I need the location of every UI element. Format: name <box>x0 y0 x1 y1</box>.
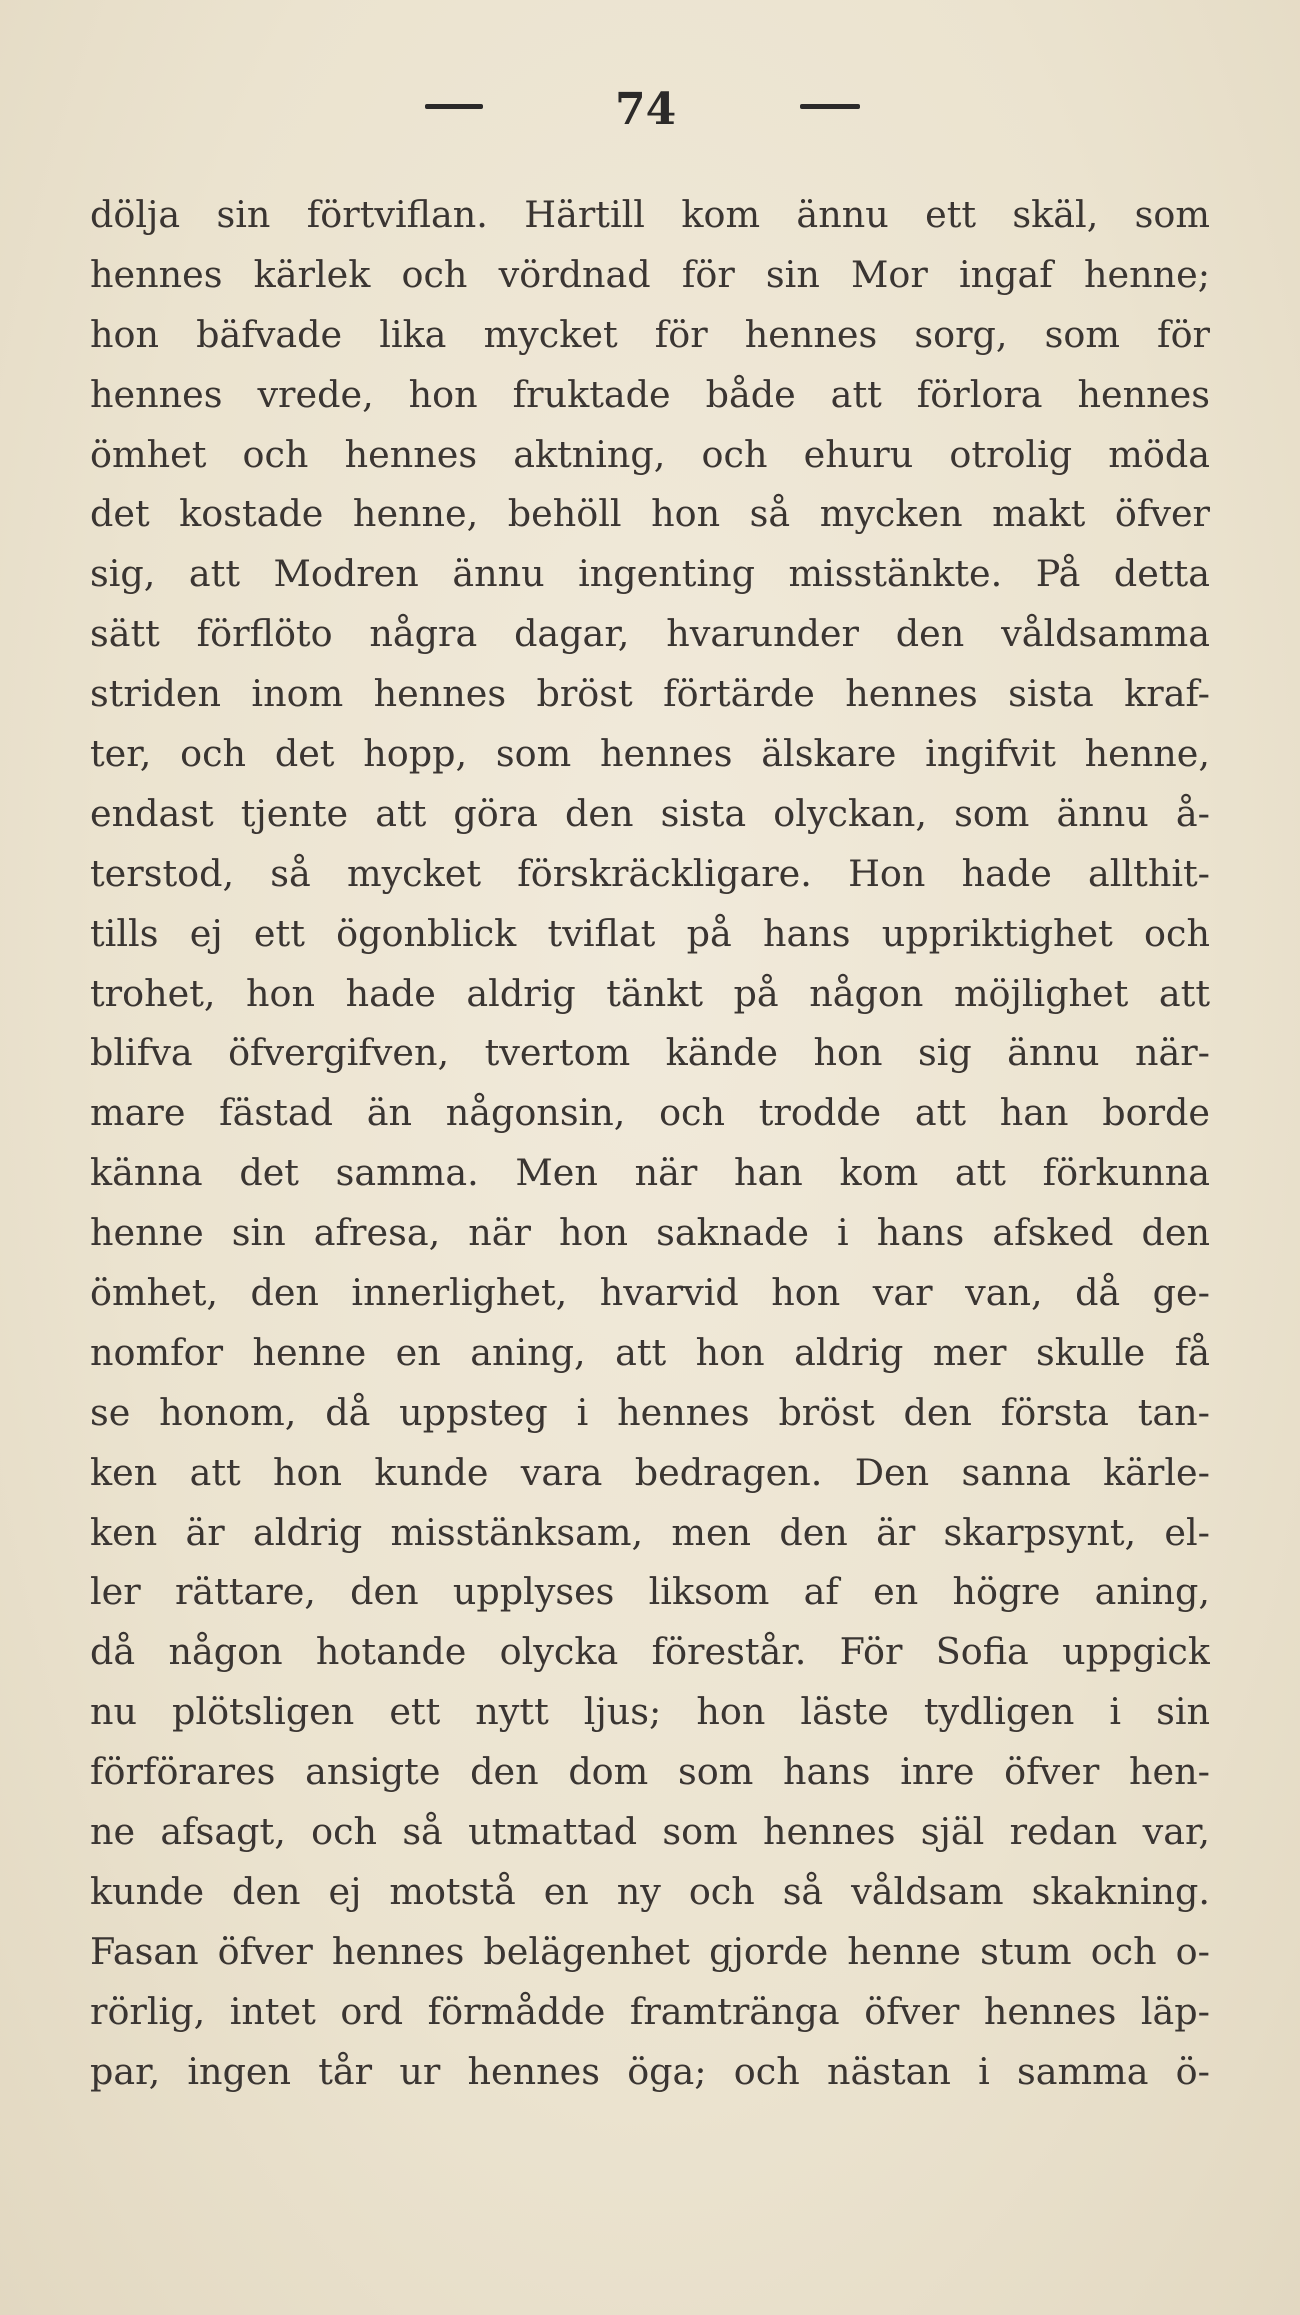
text-line-21: se honom, då uppsteg i hennes bröst den första tan- <box>90 1390 1210 1434</box>
right-header-dash <box>800 104 860 109</box>
page-header <box>0 82 1300 142</box>
text-line-12: terstod, så mycket förskräckligare. Hon hade allthit- <box>90 851 1210 895</box>
text-line-2: hennes kärlek och vördnad för sin Mor ingaf henne; <box>90 252 1210 296</box>
body-text <box>90 185 1210 2102</box>
text-line-22: ken att hon kunde vara bedragen. Den sanna kärle- <box>90 1450 1210 1494</box>
text-line-26: nu plötsligen ett nytt ljus; hon läste tydligen i sin <box>90 1690 1210 1734</box>
text-line-32: par, ingen tår ur hennes öga; och nästan i samma ö- <box>90 2049 1210 2093</box>
text-line-1: dölja sin förtviflan. Härtill kom ännu ett skäl, som <box>90 193 1210 236</box>
text-line-14: trohet, hon hade aldrig tänkt på någon möjlighet att <box>90 971 1210 1015</box>
text-line-24: ler rättare, den upplyses liksom af en högre aning, <box>90 1570 1210 1614</box>
text-line-9: striden inom hennes bröst förtärde hennes sista kraf- <box>90 672 1210 716</box>
text-line-4: hennes vrede, hon fruktade både att förlora hennes <box>90 372 1210 416</box>
text-line-27: förförares ansigte den dom som hans inre öfver hen- <box>90 1750 1210 1794</box>
text-line-15: blifva öfvergifven, tvertom kände hon sig ännu när- <box>90 1031 1210 1075</box>
text-line-30: Fasan öfver hennes belägenhet gjorde henne stum och o- <box>90 1929 1210 1973</box>
text-line-31: rörlig, intet ord förmådde framtränga öfver hennes läp- <box>90 1989 1210 2033</box>
text-line-13: tills ej ett ögonblick tviflat på hans uppriktighet och <box>90 911 1210 955</box>
text-line-3: hon bäfvade lika mycket för hennes sorg, som för <box>90 312 1210 356</box>
text-line-20: nomfor henne en aning, att hon aldrig mer skulle få <box>90 1330 1210 1374</box>
text-line-23: ken är aldrig misstänksam, men den är skarpsynt, el- <box>90 1510 1210 1554</box>
text-line-11: endast tjente att göra den sista olyckan, som ännu å- <box>90 791 1210 835</box>
text-line-16: mare fästad än någonsin, och trodde att han borde <box>90 1091 1210 1135</box>
text-line-25: då någon hotande olycka förestår. För Sofia uppgick <box>90 1630 1210 1674</box>
text-line-17: känna det samma. Men när han kom att förkunna <box>90 1151 1210 1195</box>
page-number: 74 <box>615 84 677 135</box>
text-line-6: det kostade henne, behöll hon så mycken makt öfver <box>90 492 1210 536</box>
left-header-dash <box>425 104 483 109</box>
text-line-10: ter, och det hopp, som hennes älskare ingifvit henne, <box>90 732 1210 776</box>
text-line-18: henne sin afresa, när hon saknade i hans afsked den <box>90 1211 1210 1255</box>
text-line-7: sig, att Modren ännu ingenting misstänkte. På detta <box>90 552 1210 596</box>
text-line-28: ne afsagt, och så utmattad som hennes själ redan var, <box>90 1810 1210 1854</box>
text-line-8: sätt förflöto några dagar, hvarunder den våldsamma <box>90 612 1210 656</box>
text-line-29: kunde den ej motstå en ny och så våldsam skakning. <box>90 1869 1210 1913</box>
text-line-19: ömhet, den innerlighet, hvarvid hon var van, då ge- <box>90 1271 1210 1315</box>
text-line-5: ömhet och hennes aktning, och ehuru otrolig möda <box>90 432 1210 476</box>
